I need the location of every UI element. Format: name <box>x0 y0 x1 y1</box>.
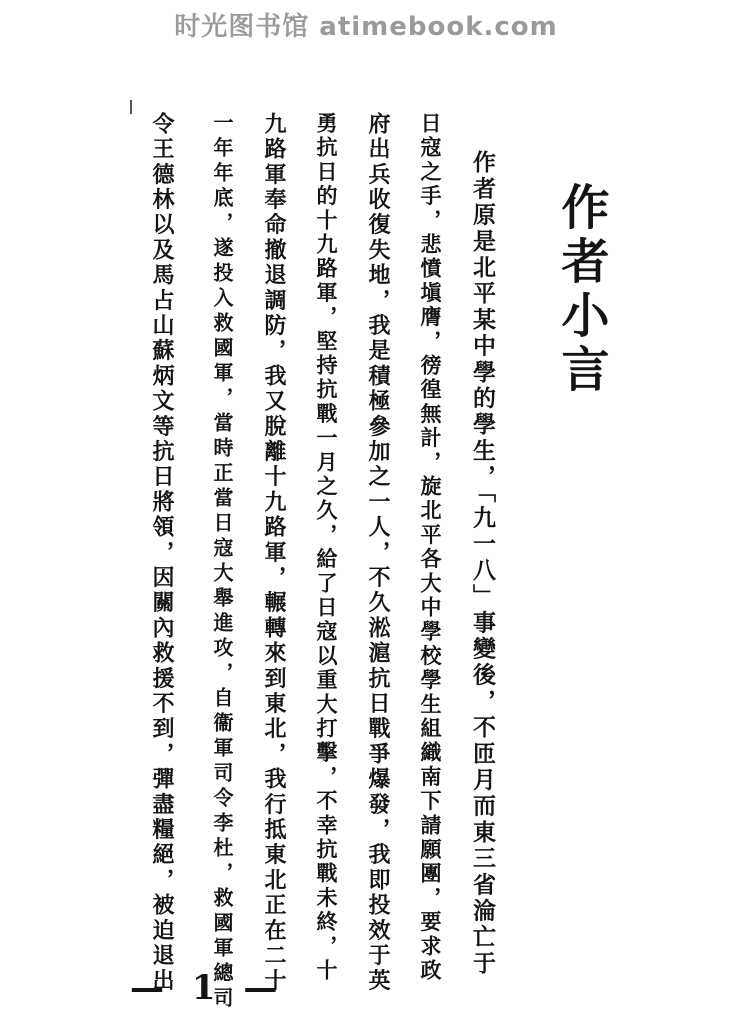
watermark-text: 时光图书馆 atimebook.com <box>174 12 558 42</box>
text-column-7: 令王德林以及馬占山蘇炳文等抗日將領，因關內救援不到，彈盡糧絕，被迫退出 <box>149 112 175 994</box>
text-column-6: 一年年底，遂投入救國軍，當時正當日寇大舉進攻，自衞軍司令李杜，救國軍總司 <box>210 112 234 1012</box>
text-column-1: 作者原是北平某中學的學生，「九一八」事變後，不匝月而東三省淪亡于 <box>469 150 496 977</box>
text-column-5: 九路軍奉命撤退調防，我又脫離十九路軍，輾轉來到東北，我行抵東北正在二十 <box>261 112 287 994</box>
text-column-4: 勇抗日的十九路軍，堅持抗戰一月之久，給了日寇以重大打擊，不幸抗戰未終，十 <box>314 112 339 984</box>
page-title: 作者小言 <box>553 182 609 398</box>
text-column-3: 府出兵收復失地，我是積極參加之一人，不久淞滬抗日戰爭爆發，我即投效于英 <box>365 112 391 994</box>
text-column-2: 日寇之手，悲憤塡膺，徬徨無計，旋北平各大中學校學生組織南下請願團，要求政 <box>418 112 443 984</box>
page-number: — 1 — <box>130 968 286 1008</box>
scan-mark <box>130 100 132 114</box>
